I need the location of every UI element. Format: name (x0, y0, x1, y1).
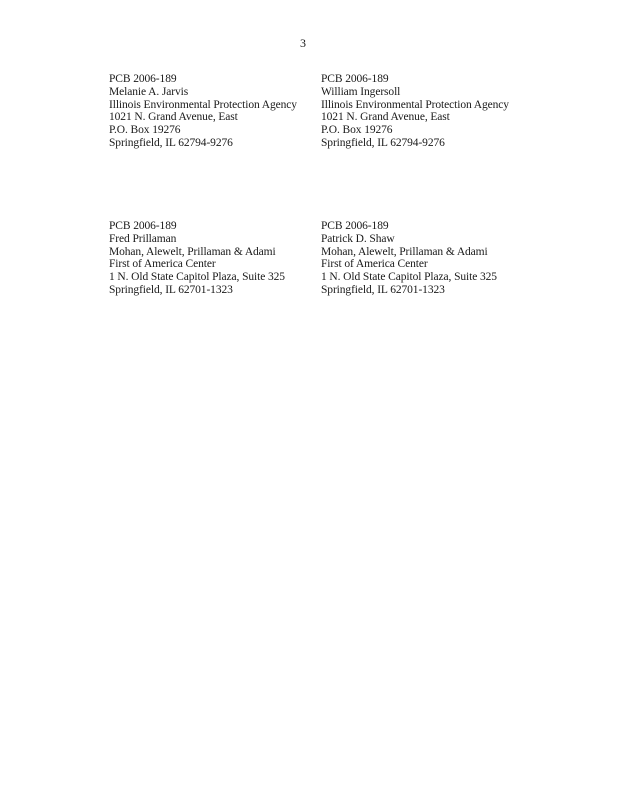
service-address-block (321, 220, 497, 297)
recipient-name: William Ingersoll (321, 85, 401, 98)
address-line-2: 1 N. Old State Capitol Plaza, Suite 325 (109, 271, 285, 284)
case-number: PCB 2006-189 (321, 73, 389, 85)
address-line-1: 1021 N. Grand Avenue, East (109, 111, 238, 124)
recipient-name: Fred Prillaman (109, 232, 177, 245)
city-state-zip: Springfield, IL 62701-1323 (109, 283, 233, 296)
address-line-1: First of America Center (109, 258, 216, 271)
organization: Illinois Environmental Protection Agency (109, 98, 297, 111)
recipient-name: Melanie A. Jarvis (109, 85, 189, 98)
address-line-2: P.O. Box 19276 (321, 124, 393, 137)
recipient-name: Patrick D. Shaw (321, 232, 395, 245)
case-number: PCB 2006-189 (321, 220, 389, 232)
address-line-1: First of America Center (321, 258, 428, 271)
page-number: 3 (300, 36, 306, 50)
city-state-zip: Springfield, IL 62794-9276 (321, 136, 445, 149)
case-number: PCB 2006-189 (109, 220, 177, 232)
service-address-block (109, 220, 285, 297)
address-line-2: 1 N. Old State Capitol Plaza, Suite 325 (321, 271, 497, 284)
organization: Illinois Environmental Protection Agency (321, 98, 509, 111)
service-address-block (321, 73, 509, 150)
organization: Mohan, Alewelt, Prillaman & Adami (321, 245, 488, 258)
case-number: PCB 2006-189 (109, 73, 177, 85)
address-line-2: P.O. Box 19276 (109, 124, 181, 137)
city-state-zip: Springfield, IL 62701-1323 (321, 283, 445, 296)
service-address-block (109, 73, 297, 150)
city-state-zip: Springfield, IL 62794-9276 (109, 136, 233, 149)
organization: Mohan, Alewelt, Prillaman & Adami (109, 245, 276, 258)
address-line-1: 1021 N. Grand Avenue, East (321, 111, 450, 124)
